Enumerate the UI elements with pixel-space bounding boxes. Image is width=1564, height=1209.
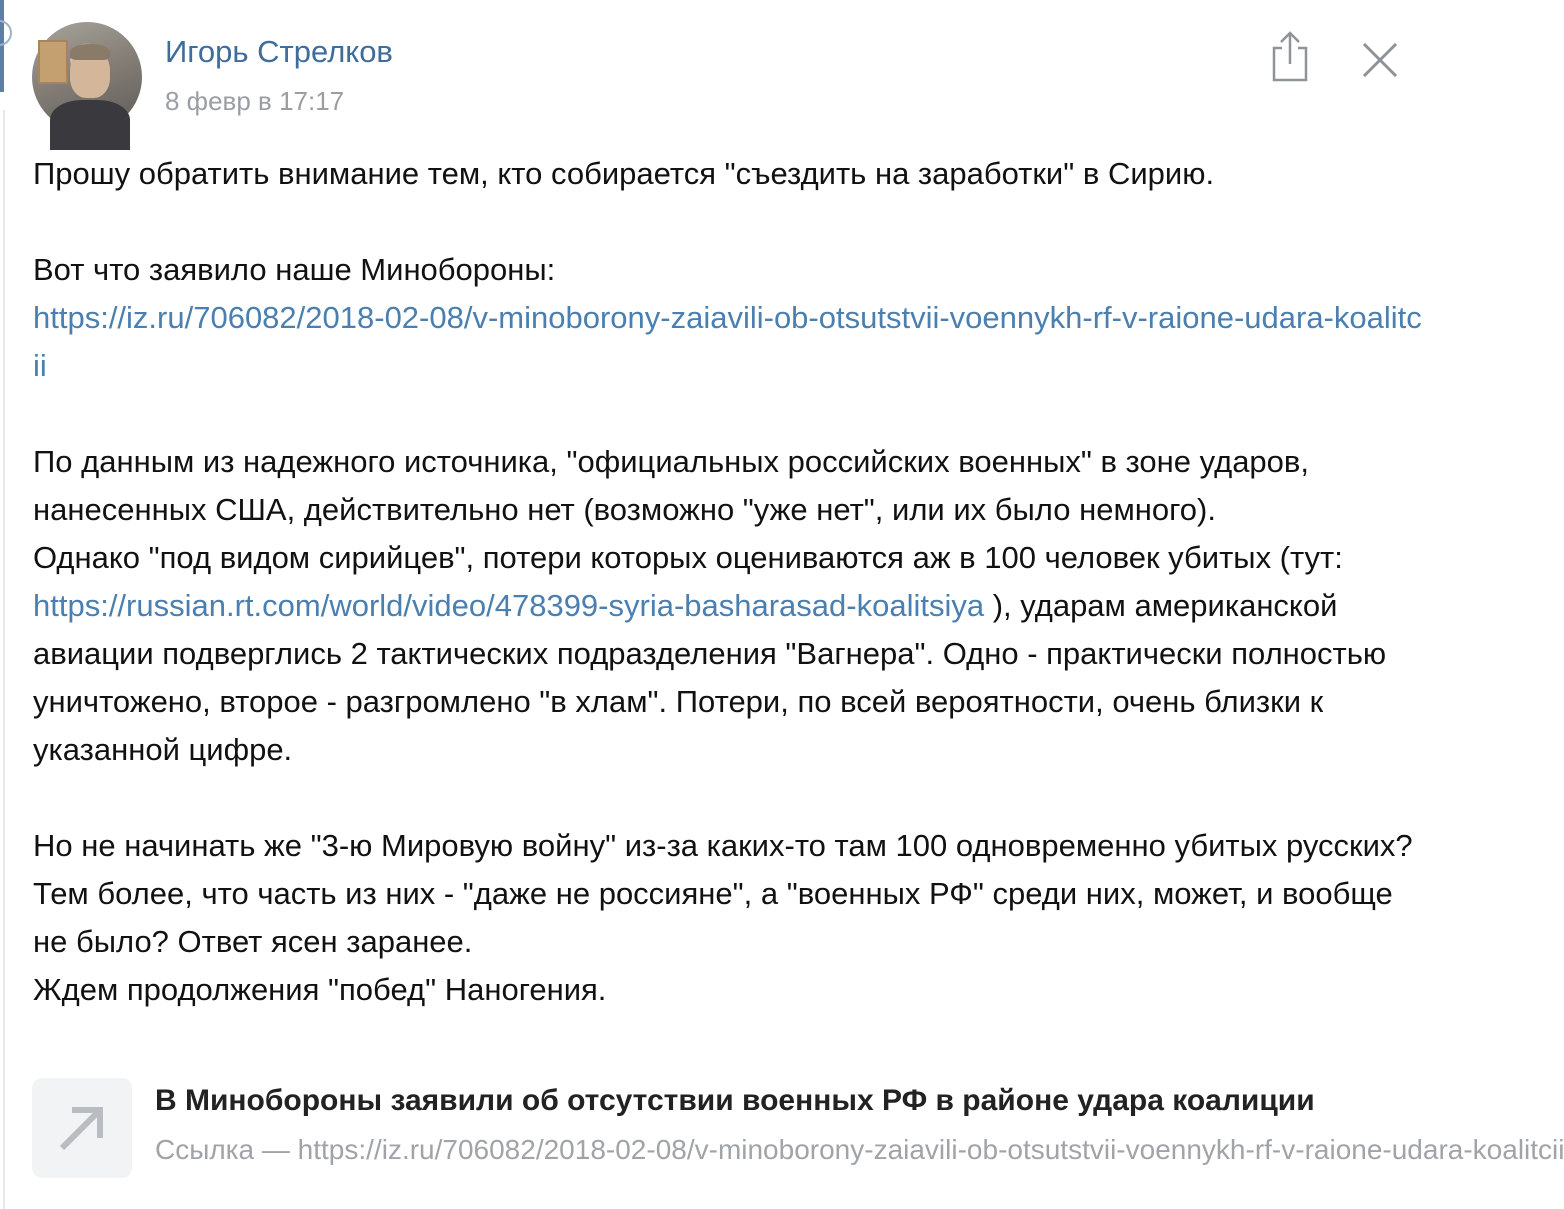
avatar-hair (70, 44, 110, 60)
post-paragraph-6: Ждем продолжения "побед" Наногения. (33, 972, 607, 1007)
link-preview-subtitle[interactable]: Ссылка — https://iz.ru/706082/2018-02-08/v-minoborony-zaiavili-ob-otsutstvii-voennykh-rf-v-raione-udara-koalitcii (155, 1134, 1564, 1165)
post-paragraph-2-text: Вот что заявило наше Минобороны: (33, 252, 556, 287)
post-paragraph-5: Но не начинать же "3-ю Мировую войну" из-за каких-то там 100 одновременно убитых русских? Тем более, что часть из них - "даже не россияне", а "военных РФ" среди них, может, и вообще не было? Ответ ясен заранее. (33, 828, 1413, 959)
link-preview-title[interactable]: В Минобороны заявили об отсутствии военных РФ в районе удара коалиции (155, 1084, 1315, 1117)
post-date: 8 февр в 17:17 (165, 86, 345, 116)
left-edge-strip (0, 0, 4, 92)
post-paragraph-1: Прошу обратить внимание тем, кто собирается "съездить на заработки" в Сирию. (33, 156, 1215, 191)
paragraph-spacer (33, 198, 1428, 246)
post-paragraph-4 (33, 534, 1428, 774)
paragraph-spacer (33, 390, 1428, 438)
post-paragraph-3: По данным из надежного источника, "официальных российских военных" в зоне ударов, нанесенных США, действительно нет (возможно "уже нет", или их было немного). (33, 444, 1309, 527)
arrow-up-right-icon (56, 1102, 108, 1154)
post-paragraph-4-text-after: ), ударам американской авиации подверглись 2 тактических подразделения "Вагнера". Одно - практически полностью уничтожено, второе - разгромлено "в хлам". Потери, по всей вероятности, очень близки к указанной цифре. (33, 588, 1387, 767)
post-paragraph-4-text-before: Однако "под видом сирийцев", потери которых оцениваются аж в 100 человек убитых (тут: (33, 540, 1343, 575)
left-border-line (3, 110, 5, 1209)
post-body (33, 150, 1428, 1014)
paragraph-spacer (33, 774, 1428, 822)
avatar[interactable] (32, 22, 142, 132)
close-icon[interactable] (1360, 40, 1400, 80)
post-paragraph-2 (33, 246, 1428, 390)
avatar-body (50, 100, 130, 150)
avatar-background-frame (38, 40, 68, 84)
author-name[interactable]: Игорь Стрелков (165, 34, 393, 69)
link-preview-card[interactable] (32, 1078, 1564, 1180)
post-link-iz[interactable]: https://iz.ru/706082/2018-02-08/v-minoborony-zaiavili-ob-otsutstvii-voennykh-rf-v-raione-udara-koalitcii (33, 300, 1422, 383)
left-edge-arc (0, 20, 12, 46)
link-preview-thumb[interactable] (32, 1078, 132, 1178)
post-link-rt[interactable]: https://russian.rt.com/world/video/478399-syria-basharasad-koalitsiya (33, 588, 985, 623)
share-icon[interactable] (1268, 30, 1312, 84)
